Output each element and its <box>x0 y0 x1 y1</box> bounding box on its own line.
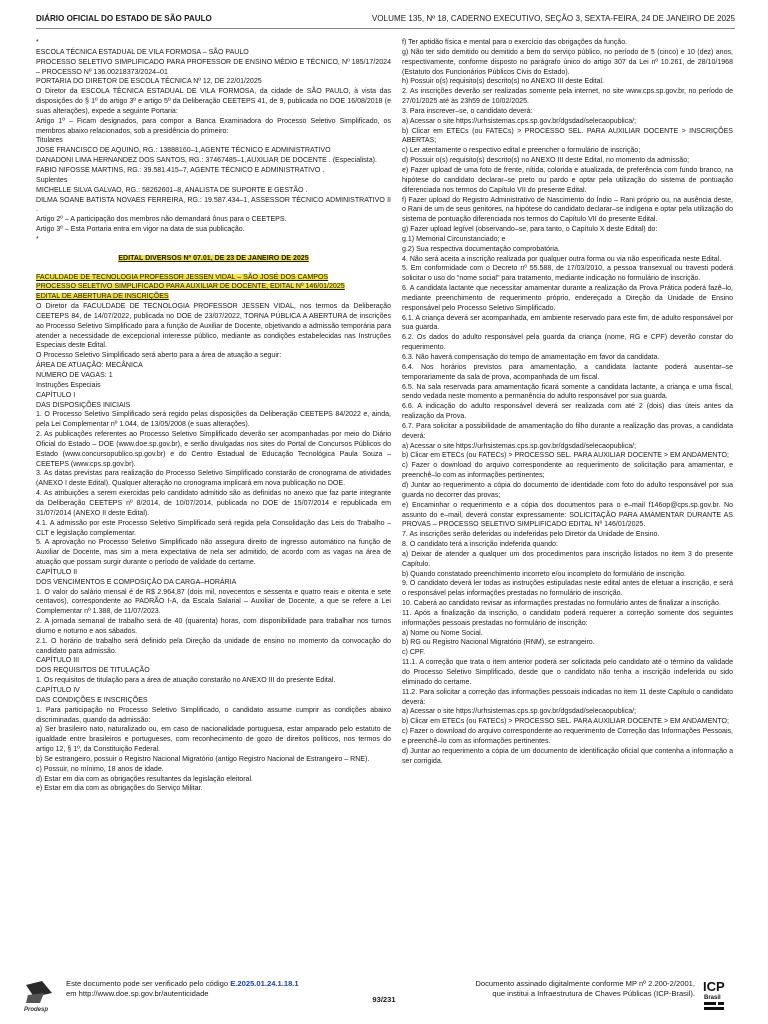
paragraph: b) Clicar em ETECs (ou FATECs) > PROCESSO SEL. PARA AUXILIAR DOCENTE > INSCRIÇÕES ABERTAS; <box>402 127 733 145</box>
page-number: 93/231 <box>372 995 396 1004</box>
paragraph: Instruções Especiais <box>36 381 101 389</box>
paragraph: 2. As inscrições deverão ser realizadas somente pela internet, no site www.cps.sp.gov.br, no período de 27/01/2025 até às 23h59 de 10/02/2025. <box>402 88 733 106</box>
paragraph: g) Fazer upload legível (observando–se, para tanto, o Capítulo X deste Edital) do: <box>402 226 658 234</box>
prodesp-logo-text: Prodesp <box>24 1007 49 1013</box>
paragraph: ÁREA DE ATUAÇÃO: MECÂNICA <box>36 362 143 370</box>
verify-code[interactable]: E.2025.01.24.1.18.1 <box>230 979 299 988</box>
paragraph: f) Fazer upload do Registro Administrativo de Nascimento do Índio – Rani próprio ou, na ausência deste, o Rani de um de seus genitores, na hipótese do candidato declarar–se indígena e optar pela utilização do sistema de pontuação diferenciada nos termos do Capítulo VII do presente Edital. <box>402 196 733 224</box>
paragraph: CAPÍTULO III <box>36 657 80 665</box>
paragraph: DAS DISPOSIÇÕES INICIAIS <box>36 401 131 409</box>
newspaper-title: DIÁRIO OFICIAL DO ESTADO DE SÃO PAULO <box>36 14 212 23</box>
paragraph: Artigo 1º – Ficam designados, para compor a Banca Examinadora do Processo Seletivo Simplificado, os membros abaixo relacionados, sob a presidência do primeiro: <box>36 117 391 135</box>
paragraph: CAPÍTULO IV <box>36 687 80 694</box>
paragraph: 6.7. Para solicitar a possibilidade de amamentação do filho durante a realização das provas, a candidata deverá: <box>402 422 733 440</box>
paragraph: b) Clicar em ETECs (ou FATECs) > PROCESSO SEL. PARA AUXILIAR DOCENTE > EM ANDAMENTO; <box>402 718 729 726</box>
paragraph: g.2) Sua respectiva documentação comprobatória. <box>402 245 560 253</box>
left-column <box>36 38 391 794</box>
paragraph: d) Possuir o(s) requisito(s) descrito(s) no ANEXO III deste Edital, no momento da admissão; <box>402 157 690 165</box>
page-header <box>36 12 735 29</box>
volume-info: VOLUME 135, Nº 18, CADERNO EXECUTIVO, SEÇÃO 3, SEXTA-FEIRA, 24 DE JANEIRO DE 2025 <box>371 14 735 23</box>
paragraph: 5. Em conformidade com o Decreto nº 55.588, de 17/03/2010, a pessoa transexual ou travesti poderá solicitar o uso do "nome social" para tratamento, mediante indicação no formulário de inscrição. <box>402 265 733 283</box>
signed-line1: Documento assinado digitalmente conforme MP nº 2.200-2/2001, <box>475 979 695 988</box>
paragraph: c) Fazer o download do arquivo correspondente ao requerimento de solicitação para amamentar, e preenchê–lo com as informações pertinentes; <box>402 462 733 480</box>
paragraph: NÚMERO DE VAGAS: 1 <box>36 372 113 379</box>
paragraph-spacer <box>36 264 391 273</box>
paragraph: Artigo 2º – A participação dos membros não demandará ônus para o CEETEPS. <box>36 216 287 224</box>
paragraph: O Diretor da ESCOLA TÉCNICA ESTADUAL DE VILA FORMOSA, da cidade de SÃO PAULO, à vista das disposições do § 1º do artigo 3º e artigo 5º da Deliberação CEETEPS 41, de 9, publicada no DOE 16/08/2018 (e suas alterações), expede a seguinte Portaria: <box>36 88 391 115</box>
paragraph: 1. Para participação no Processo Seletivo Simplificado, o candidato assume cumprir as condições abaixo discriminadas, quando da admissão: <box>36 706 391 724</box>
paragraph: a) Deixar de atender a qualquer um dos procedimentos para inscrição listados no item 3 do presente Capítulo. <box>402 550 733 568</box>
paragraph: f) Ter aptidão física e mental para o exercício das obrigações da função. <box>402 39 628 46</box>
paragraph: 3. As datas previstas para realização do Processo Seletivo Simplificado constarão de cronograma de atividades (ANEXO I deste Edital). Qualquer alteração no cronograma implicará em nova publicação no DOE. <box>36 470 391 488</box>
paragraph: h) Possuir o(s) requisito(s) descrito(s) no ANEXO III deste Edital. <box>402 78 605 86</box>
paragraph: 6.3. Não haverá compensação do tempo de amamentação em favor da candidata. <box>402 354 660 361</box>
svg-text:ICP: ICP <box>703 979 725 994</box>
paragraph: DILMA SOANE BATISTA NOVAES FERREIRA, RG.: 19.587.434–1, ASSESSOR TÉCNICO ADMINISTRATIVO II . <box>36 196 391 214</box>
paragraph: * <box>36 39 39 46</box>
paragraph: 10. Caberá ao candidato revisar as informações prestadas no formulário antes de finalizar a inscrição. <box>402 600 721 608</box>
paragraph: 6. A candidata lactante que necessitar amamentar durante a realização da Prova Prática poderá fazê–lo, mediante preenchimento de requerimento próprio, endereçado a Direção da Unidade de Ensino responsável pelo Processo Seletivo Simplificado. <box>402 285 733 312</box>
paragraph: Suplentes <box>36 176 68 184</box>
paragraph: 5. A aprovação no Processo Seletivo Simplificado não assegura direito de ingresso automático na função de Auxiliar de Docente, mas sim a mera expectativa de nela ser admitido, de acordo com as vagas na área de atuação que possam surgir durante o período de validade do certame. <box>36 539 391 567</box>
paragraph: 11.2. Para solicitar a correção das informações pessoais indicadas no item 11 deste Capítulo o candidato deverá: <box>402 688 733 706</box>
paragraph: 1. O valor do salário mensal é de R$ 2.964,87 (dois mil, novecentos e sessenta e quatro reais e oitenta e sete centavos), correspondente ao PADRÃO I-A, da Escala Salarial – Auxiliar de Docente, a que se refere a Lei Complementar nº 1.388, de 11/07/2023. <box>36 588 391 616</box>
verify-line2[interactable]: em http://www.doe.sp.gov.br/autenticidade <box>66 989 209 998</box>
highlighted-heading <box>36 282 391 292</box>
paragraph: a) Ser brasileiro nato, naturalizado ou, em caso de nacionalidade portuguesa, estar amparado pelo estatuto de igualdade entre brasileiros e portugueses, com reconhecimento de gozo de direitos políticos, nos termos do artigo 12, § 1º, da Constituição Federal. <box>36 726 391 754</box>
paragraph: 8. O candidato terá a inscrição indeferida quando: <box>402 541 558 549</box>
highlighted-heading <box>36 292 391 302</box>
paragraph: a) Acessar o site https://urhsistemas.cps.sp.gov.br/dgsdad/selecaopublica/; <box>402 442 637 450</box>
paragraph: a) Nome ou Nome Social. <box>402 629 483 637</box>
paragraph: 7. As inscrições serão deferidas ou indeferidas pelo Diretor da Unidade de Ensino. <box>402 531 660 539</box>
paragraph: PORTARIA DO DIRETOR DE ESCOLA TÉCNICA Nº 12, DE 22/01/2025 <box>36 78 262 86</box>
paragraph: DANADONI LIMA HERNANDEZ DOS SANTOS, RG.: 37467485–1,AUXILIAR DE DOCENTE . (Especialista). <box>36 157 377 165</box>
paragraph: JOSE FRANCISCO DE AQUINO, RG.: 13888160–1,AGENTE TÉCNICO E ADMINISTRATIVO <box>36 147 331 155</box>
paragraph: 6.4. Nos horários previstos para amamentação, a candidata lactante poderá ausentar–se temporariamente da sala de prova, acompanhada de um fiscal. <box>402 363 733 381</box>
paragraph: d) Estar em dia com as obrigações resultantes da legislação eleitoral. <box>36 775 253 783</box>
paragraph: c) Fazer o download do arquivo correspondente ao requerimento de Correção das Informações Pessoais, e preenchê–lo com as informações pertinentes. <box>402 728 733 745</box>
paragraph: b) Quando constatado preenchimento incorreto e/ou incompleto do formulário de inscrição. <box>402 570 686 578</box>
paragraph: CAPÍTULO II <box>36 568 78 576</box>
paragraph: c) Ler atentamente o respectivo edital e preencher o formulário de inscrição; <box>402 147 641 155</box>
paragraph: 4.1. A admissão por este Processo Seletivo Simplificado será regida pela Consolidação das Leis do Trabalho – CLT e legislação complementar. <box>36 519 391 537</box>
highlighted-heading-text: PROCESSO SELETIVO SIMPLIFICADO PARA AUXILIAR DE DOCENTE, EDITAL Nº 146/01/2025 <box>36 283 345 291</box>
right-column <box>402 38 733 766</box>
paragraph: O Diretor da FACULDADE DE TECNOLOGIA PROFESSOR JESSEN VIDAL, nos termos da Deliberação CEETEPS 84, de 14/07/2022, publicada no DOE de 23/07/2022, TORNA PÚBLICA A ABERTURA de inscrições ao Processo Seletivo Simplificado para a função de Auxiliar de Docente, objetivando a admissão temporária para atender a necessidade de excepcional interesse público, mediante as condições estabelecidas nas Instruções Especiais deste Edital. <box>36 303 391 350</box>
paragraph: DOS VENCIMENTOS E COMPOSIÇÃO DA CARGA–HORÁRIA <box>36 578 237 586</box>
icp-brasil-logo-icon <box>701 977 735 1015</box>
paragraph: MICHELLE SILVA GALVAO, RG.: 58262601–8, ANALISTA DE SUPORTE E GESTÃO . <box>36 186 308 194</box>
edital-title-text: EDITAL DIVERSOS Nº 07.01, DE 23 DE JANEIRO DE 2025 <box>118 254 309 262</box>
paragraph: ESCOLA TÉCNICA ESTADUAL DE VILA FORMOSA – SÃO PAULO <box>36 48 249 56</box>
page-footer <box>0 975 768 1024</box>
paragraph: DOS REQUISITOS DE TITULAÇÃO <box>36 667 150 675</box>
paragraph: DAS CONDIÇÕES E INSCRIÇÕES <box>36 696 148 704</box>
paragraph: c) Possuir, no mínimo, 18 anos de idade. <box>36 765 164 773</box>
paragraph: 6.5. Na sala reservada para amamentação ficará somente a candidata lactante, a criança e uma fiscal, sendo vedada neste momento a permanência do adulto responsável por sua guarda. <box>402 383 733 401</box>
paragraph: 11.1. A correção que trata o item anterior poderá ser solicitada pelo candidato até o término da validade do Processo Seletivo Simplificado, desde que o candidato não tenha a inscrição indeferida ou sido eliminado do certame. <box>402 659 733 686</box>
paragraph: b) Clicar em ETECs (ou FATECs) > PROCESSO SEL. PARA AUXILIAR DOCENTE > EM ANDAMENTO; <box>402 452 729 460</box>
paragraph: c) CPF. <box>402 649 426 657</box>
paragraph: 4. As atribuições a serem exercidas pelo candidato admitido são as definidas no anexo que faz parte integrante da Deliberação CEETEPS nº 8/2014, de 10/07/2014, publicada no DOE de 15/07/2014 e republicada em 31/07/2014 (ANEXO II deste Edital). <box>36 490 391 517</box>
highlighted-heading-text: EDITAL DE ABERTURA DE INSCRIÇÕES <box>36 293 169 301</box>
paragraph: 1. O Processo Seletivo Simplificado será regido pelas disposições da Deliberação CEETEPS 84/2022 e, ainda, pela Lei Complementar nº 1.044, de 13/05/2008 (e suas alterações). <box>36 411 391 429</box>
paragraph: 4. Não será aceita a inscrição realizada por qualquer outra forma ou via não especificada neste Edital. <box>402 255 722 263</box>
paragraph: 11. Após a finalização da inscrição, o candidato poderá requerer a correção somente dos seguintes informações pessoais prestadas no formulário de inscrição: <box>402 609 733 627</box>
paragraph: g) Não ter sido demitido ou demitido a bem do serviço público, no período de 5 (cinco) e 10 (dez) anos, respectivamente, conforme disposto no parágrafo único do artigo 307 da Lei nº 10.261, de 28/10/1968 (Estatuto dos Funcionários Públicos Civis do Estado). <box>402 48 733 76</box>
paragraph: a) Acessar o site https://urhsistemas.cps.sp.gov.br/dgsdad/selecaopublica/; <box>402 708 637 716</box>
paragraph: b) Se estrangeiro, possuir o Registro Nacional Migratório (antigo Registro Nacional de Estrangeiro – RNE). <box>36 755 370 763</box>
paragraph: 3. Para inscrever–se, o candidato deverá: <box>402 107 533 115</box>
paragraph: * <box>36 235 39 243</box>
paragraph: Artigo 3º – Esta Portaria entra em vigor na data de sua publicação. <box>36 226 245 234</box>
paragraph: 2.1. O horário de trabalho será definido pela Direção da unidade de ensino no momento da convocação do candidato para admissão. <box>36 637 391 655</box>
paragraph: e) Encaminhar o requerimento e a cópia dos documentos para o e–mail f146op@cps.sp.gov.br. No assunto do e–mail, deverá constar expressamente: SOLICITAÇÃO PARA AMAMENTAR DURANTE AS PROVAS – PROCESSO SELETIVO SIMPLIFICADO EDITAL Nº 146/01/2025. <box>402 501 733 529</box>
paragraph: CAPÍTULO I <box>36 391 76 399</box>
highlighted-heading <box>36 273 391 283</box>
paragraph: d) Juntar ao requerimento a cópia do documento de identidade com foto do adulto responsável por sua guarda no decorrer das provas; <box>402 481 733 499</box>
paragraph: PROCESSO SELETIVO SIMPLIFICADO PARA PROFESSOR DE ENSINO MÉDIO E TÉCNICO, Nº 185/17/2024 – PROCESSO Nº 136.00218373/2024–01 <box>36 58 391 76</box>
paragraph: 1. Os requisitos de titulação para a área de atuação constarão no ANEXO III do presente Edital. <box>36 677 336 685</box>
paragraph: b) RG ou Registro Nacional Migratório (RNM), se estrangeiro. <box>402 639 595 647</box>
svg-text:Brasil: Brasil <box>704 995 721 1001</box>
paragraph: 6.2. Os dados do adulto responsável pela guarda da criança (nome, RG e CPF) deverão constar do requerimento. <box>402 334 733 352</box>
edital-title <box>36 254 391 264</box>
signature-notice <box>475 979 695 999</box>
paragraph: 6.6. A indicação do adulto responsável deverá ser realizada com até 2 (dois) dias úteis antes da realização da Prova. <box>402 403 733 421</box>
paragraph: 2. As publicações referentes ao Processo Seletivo Simplificado deverão ser acompanhadas por meio do Diário Oficial do Estado – DOE (www.doe.sp.gov.br), e serão divulgadas nos sites do Portal de Concursos Públicos do Estado (www.concursopublico.sp.gov.br) e do Centro Estadual de Educação Tecnológica Paula Souza – CEETEPS (www.cps.sp.gov.br). <box>36 431 391 468</box>
paragraph: FABIO NIFOSSE MARTINS, RG.: 39.581.415–7, AGENTE TÉCNICO E ADMINISTRATIVO . <box>36 166 325 174</box>
paragraph: Titulares <box>36 137 63 145</box>
paragraph: O Processo Seletivo Simplificado será aberto para a área de atuação a seguir: <box>36 352 282 360</box>
verify-line1: Este documento pode ser verificado pelo código <box>66 979 229 988</box>
paragraph: 9. O candidato deverá ler todas as instruções estipuladas neste edital antes de efetuar a inscrição, e será o responsável pelas informações prestadas no formulário de inscrição. <box>402 580 733 598</box>
paragraph: 2. A jornada semanal de trabalho será de 40 (quarenta) horas, com disponibilidade para trabalhar nos turnos diurno e noturno e aos sábados. <box>36 618 391 635</box>
paragraph: e) Fazer upload de uma foto de frente, nítida, colorida e atualizada, de preferência com fundo branco, na hipótese do candidato declarar–se preto ou pardo e optar pela utilização do sistema de pontuação diferenciada nos termos do Capítulo VII do presente Edital. <box>402 166 733 194</box>
paragraph: a) Acessar o site https://urhsistemas.cps.sp.gov.br/dgsdad/selecaopublica/; <box>402 117 637 125</box>
paragraph: 6.1. A criança deverá ser acompanhada, em ambiente reservado para este fim, de adulto responsável por sua guarda. <box>402 314 733 332</box>
highlighted-heading-text: FACULDADE DE TECNOLOGIA PROFESSOR JESSEN VIDAL – SÃO JOSÉ DOS CAMPOS <box>36 273 329 281</box>
paragraph: d) Juntar ao requerimento a cópia de um documento de identificação oficial que contenha a informação a ser corrigida. <box>402 747 733 765</box>
signed-line2: que institui a Infraestrutura de Chaves Públicas (ICP-Brasil). <box>492 989 695 998</box>
paragraph: g.1) Memorial Circunstanciado; e <box>402 235 506 243</box>
paragraph: e) Estar em dia com as obrigações do Serviço Militar. <box>36 785 203 793</box>
paragraph-spacer <box>36 245 391 254</box>
